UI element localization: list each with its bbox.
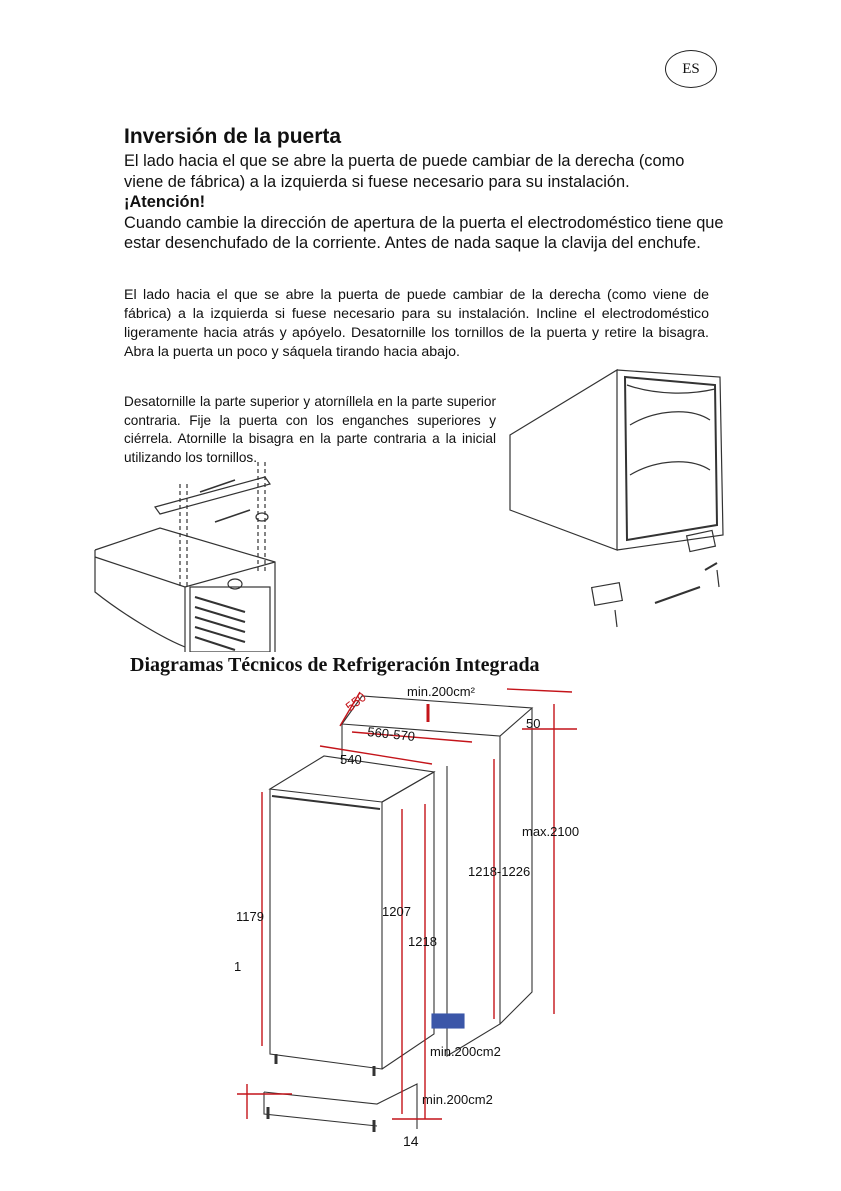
label-h1179: 1179 [236,909,264,924]
page-number: 14 [403,1133,419,1149]
intro-block [124,151,724,254]
label-h1218: 1218 [408,934,437,949]
intro-paragraph-2: Cuando cambie la dirección de apertura de la puerta el electrodoméstico tiene que estar desenchufado de la corriente. Antes de nada saque la clavija del enchufe. [124,213,724,252]
diagram-title: Diagramas Técnicos de Refrigeración Integrada [130,654,540,676]
label-vent-bottom: min.200cm2 [422,1092,493,1107]
label-vent-top: min.200cm² [407,684,475,699]
label-max-height: max.2100 [522,824,580,839]
label-h1207: 1207 [382,904,411,919]
label-vent-mid: min.200cm2 [430,1044,501,1059]
door-removal-paragraph: El lado hacia el que se abre la puerta de puede cambiar de la derecha (como viene de fábrica) a la izquierda si fuese necesario para su instalación. Incline el electrodoméstico ligeramente hacia atrás y apóyelo. Desatornille los tornillos de la puerta y retire la bisagra. Abra la puerta un poco y sáquela tirando hacia abajo. [124,287,709,360]
label-niche-height: 1218-1226 [468,864,531,879]
language-code: ES [682,60,700,77]
section-title: Inversión de la puerta [124,125,342,148]
label-niche-width: 560-570 [366,724,416,744]
dimension-diagram [232,674,592,1136]
language-badge [665,50,717,88]
fridge-open-illustration [505,365,730,640]
label-app-width: 540 [340,752,362,767]
label-depth: 550 [342,689,369,715]
hinge-swap-paragraph: Desatornille la parte superior y atorníllela en la parte superior contraria. Fije la puerta con los enganches superiores y ciérrela. Atornille la bisagra en la parte contraria a la inicial utilizando los tornillos. [124,394,496,465]
attention-heading: ¡Atención! [124,193,206,211]
label-gap-top: 50 [526,716,541,731]
intro-paragraph-1: El lado hacia el que se abre la puerta de puede cambiar de la derecha (como viene de fábrica) a la izquierda si fuese necesario para su instalación. [124,152,685,191]
app-width-line [320,746,432,764]
label-h1: 1 [234,959,242,974]
hinge-illustration-left [90,462,280,652]
